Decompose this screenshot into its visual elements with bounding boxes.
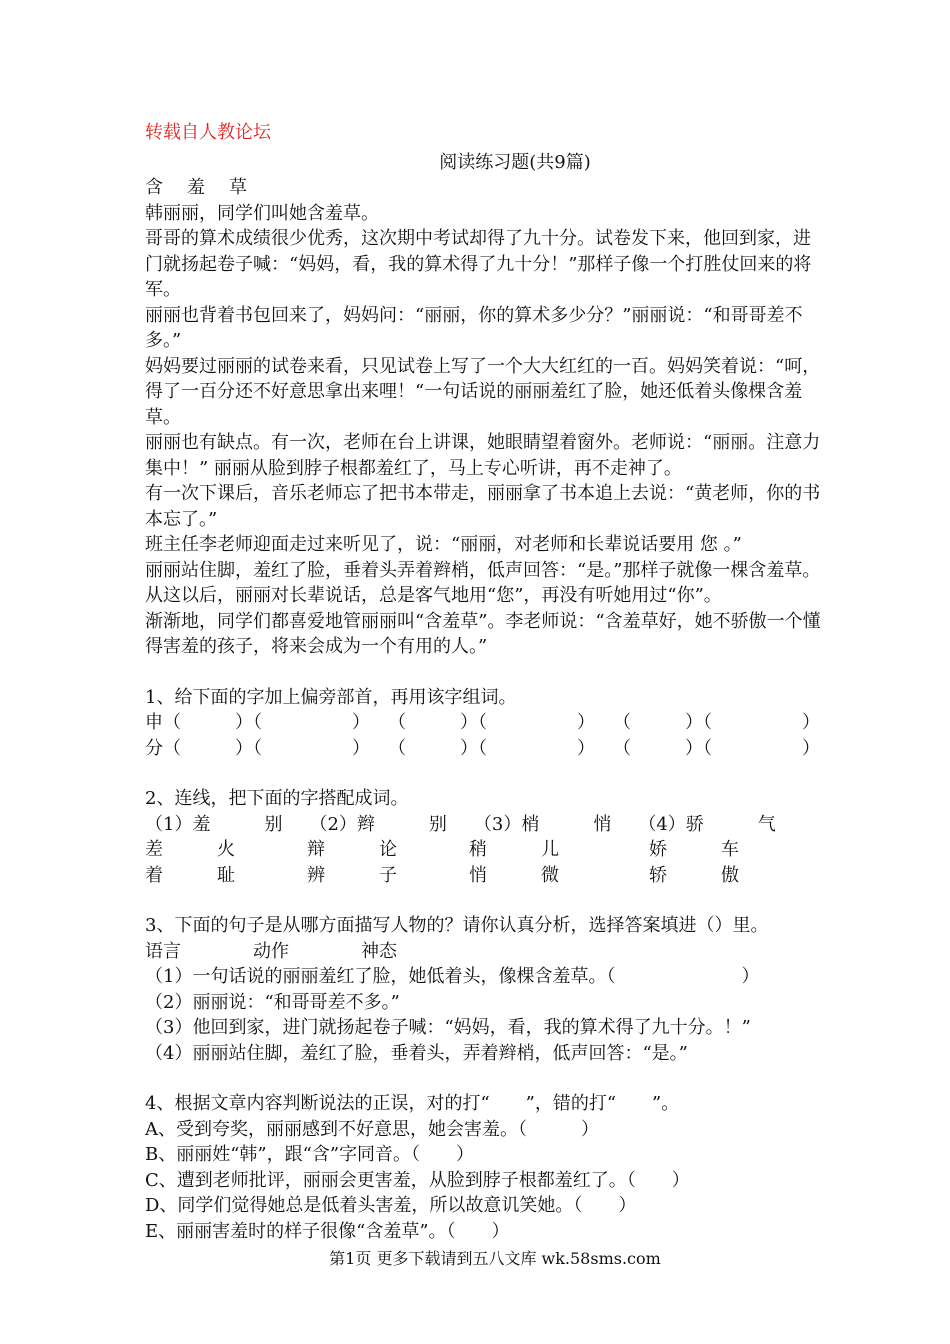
question-2-row: 差 火 辩 论 稍 儿 娇 车 [145, 839, 739, 860]
repost-note: 转载自人教论坛 [145, 122, 271, 143]
document-page [145, 120, 825, 1244]
question-2-row: （1）羞 别 （2）辫 别 （3）梢 悄 （4）骄 气 [145, 813, 776, 835]
question-2-title: 2、连线，把下面的字搭配成词。 [145, 788, 409, 809]
story-title [145, 175, 825, 201]
question-3-item: （3）他回到家，进门就扬起卷子喊：“妈妈，看，我的算术得了九十分。！” [145, 1017, 751, 1038]
question-1-row: 申（ ）（ ） （ ）（ ） （ ）（ ） [145, 712, 820, 733]
story-title-char: 草 [229, 177, 247, 198]
story-paragraph: 丽丽站住脚，羞红了脸，垂着头弄着辫梢，低声回答：“是。”那样子就像一棵含羞草。从这以后，丽丽对长辈说话，总是客气地用“您”，再没有听她用过“你”。 [145, 559, 821, 606]
story-title-char: 含 [145, 177, 163, 198]
spacer [145, 660, 825, 685]
story-paragraph: 有一次下课后，音乐老师忘了把书本带走，丽丽拿了书本追上去说：“黄老师，你的书本忘了。” [145, 483, 821, 530]
question-3-title: 3、下面的句子是从哪方面描写人物的？请你认真分析，选择答案填进（）里。 [145, 915, 769, 936]
document-title: 阅读练习题(共9篇) [439, 151, 591, 173]
question-4-item: D、同学们觉得她总是低着头害羞，所以故意讥笑她。（ ） [145, 1195, 637, 1216]
question-3-item: （1）一句话说的丽丽羞红了脸，她低着头，像棵含羞草。（ ） [145, 966, 760, 987]
question-3-item: （4）丽丽站住脚，羞红了脸，垂着头，弄着辫梢，低声回答：“是。” [145, 1042, 688, 1064]
question-4-item: B、丽丽姓“韩”，跟“含”字同音。（ ） [145, 1144, 475, 1165]
spacer [145, 761, 825, 786]
question-4-item: E、丽丽害羞时的样子很像“含羞草”。（ ） [145, 1220, 510, 1242]
question-1-title: 1、给下面的字加上偏旁部首，再用该字组词。 [145, 686, 517, 708]
question-3-options: 语言 动作 神态 [145, 940, 397, 962]
question-3-item: （2）丽丽说：“和哥哥差不多。” [145, 991, 400, 1013]
story-paragraph: 丽丽也背着书包回来了，妈妈问：“丽丽，你的算术多少分？”丽丽说：“和哥哥差不多。” [145, 304, 803, 351]
story-title-char: 羞 [187, 177, 205, 198]
question-4-item: C、遭到老师批评，丽丽会更害羞，从脸到脖子根都羞红了。（ ） [145, 1169, 690, 1191]
story-paragraph: 妈妈要过丽丽的试卷来看，只见试卷上写了一个大大红红的一百。妈妈笑着说：“呵，得了一百分还不好意思拿出来哩！“一句话说的丽丽羞红了脸，她还低着头像棵含羞草。 [145, 355, 821, 428]
story-paragraph: 哥哥的算术成绩很少优秀，这次期中考试却得了九十分。试卷发下来，他回到家，进门就扬起卷子喊：“妈妈，看，我的算术得了九十分！”那样子像一个打胜仗回来的将军。 [145, 228, 812, 300]
spacer [145, 888, 825, 913]
page-footer: 第1页 更多下载请到五八文库 wk.58sms.com [329, 1249, 661, 1268]
story-paragraph: 丽丽也有缺点。有一次，老师在台上讲课，她眼睛望着窗外。老师说：“丽丽。注意力集中！” 丽丽从脸到脖子根都羞红了，马上专心听讲，再不走神了。 [145, 432, 821, 479]
story-paragraph: 班主任李老师迎面走过来听见了，说：“丽丽，对老师和长辈说话要用 您 。” [145, 534, 742, 555]
spacer [145, 1066, 825, 1091]
story-paragraph: 韩丽丽，同学们叫她含羞草。 [145, 202, 379, 224]
question-2-row: 着 耻 辨 子 悄 微 轿 傲 [145, 864, 739, 886]
question-4-title: 4、根据文章内容判断说法的正误，对的打“ ”，错的打“ ”。 [145, 1093, 680, 1114]
story-paragraph: 渐渐地，同学们都喜爱地管丽丽叫“含羞草”。李老师说：“含羞草好，她不骄傲一个懂得害羞的孩子，将来会成为一个有用的人。” [145, 610, 821, 657]
question-1-row: 分（ ）（ ） （ ）（ ） （ ）（ ） [145, 737, 820, 759]
question-4-item: A、受到夸奖，丽丽感到不好意思，她会害羞。（ ） [145, 1118, 599, 1140]
